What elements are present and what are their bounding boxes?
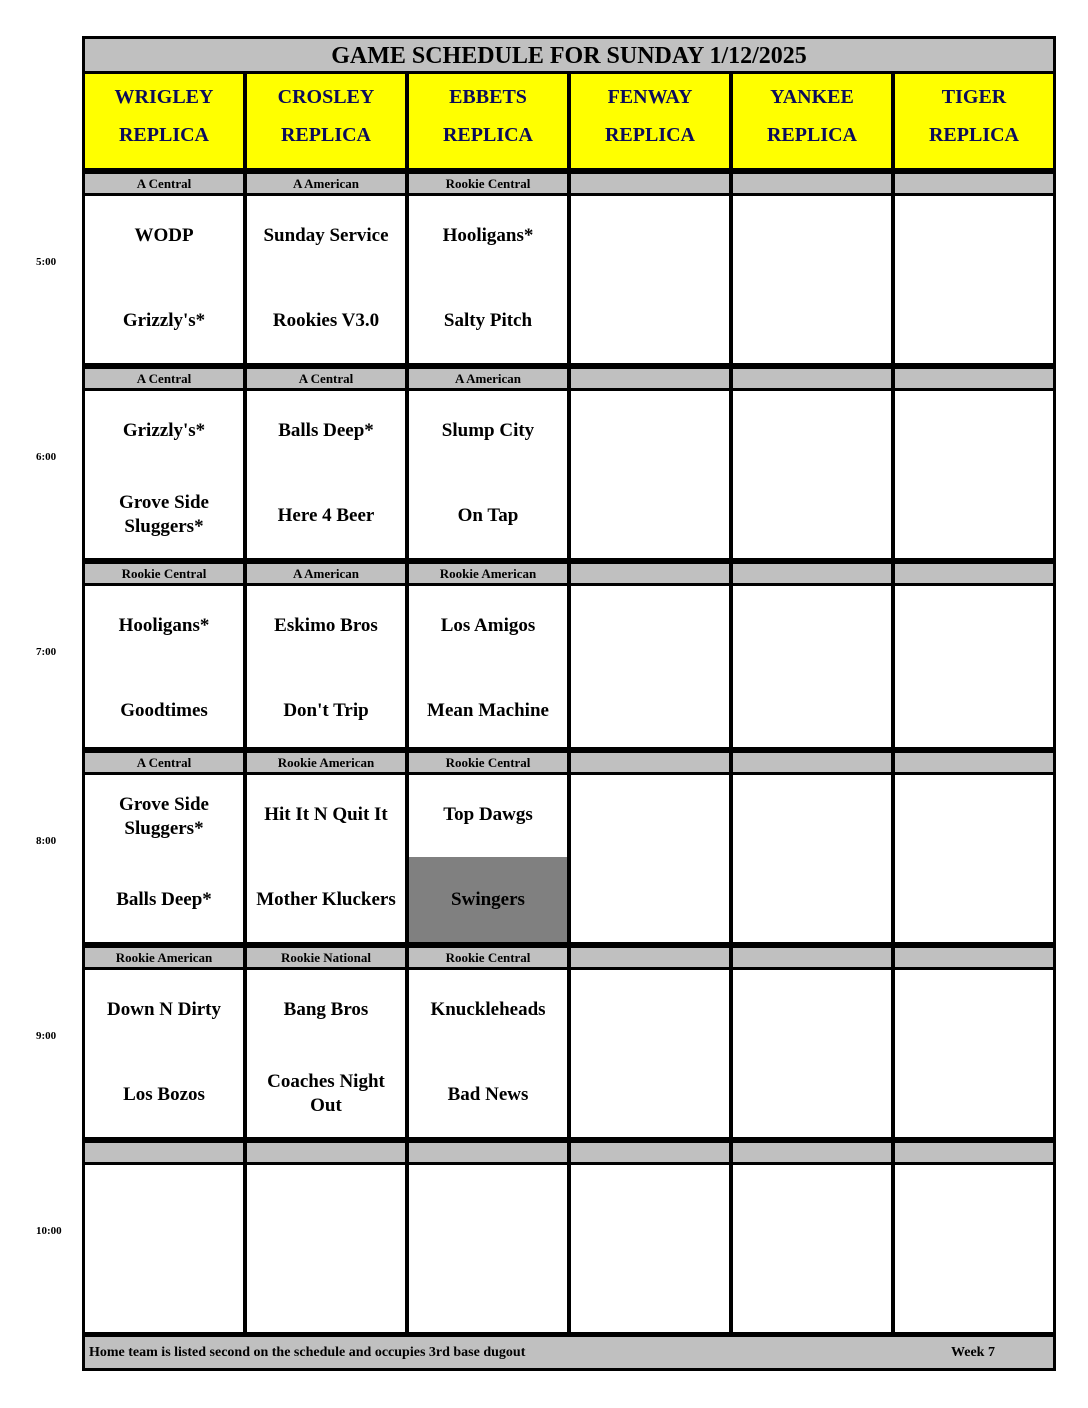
game-cell (892, 772, 1056, 945)
game-cell (892, 1162, 1056, 1335)
game-cell (730, 583, 894, 750)
home-team: Los Bozos (123, 1084, 205, 1105)
division-label: A Central (82, 366, 246, 391)
game-cell (568, 1162, 732, 1335)
field-subname: REPLICA (604, 124, 695, 146)
game-cell (82, 967, 246, 1140)
home-team: Grizzly's* (122, 310, 206, 331)
game-cell (568, 772, 732, 945)
game-cell (244, 1162, 408, 1335)
division-label: A American (406, 366, 570, 391)
game-cell (406, 772, 570, 945)
game-cell (82, 1162, 246, 1335)
home-team: Mother Kluckers (256, 889, 396, 910)
game-cell (568, 388, 732, 561)
field-header-crosley (244, 71, 408, 171)
away-team: Hit It N Quit It (264, 804, 388, 825)
field-name: FENWAY (607, 86, 693, 108)
footer (82, 1334, 1056, 1371)
away-team: Slump City (441, 420, 535, 441)
game-cell (730, 967, 894, 1140)
field-subname: REPLICA (118, 124, 209, 146)
game-cell (244, 583, 408, 750)
game-cell (568, 193, 732, 366)
home-team: Goodtimes (120, 700, 208, 721)
game-cell (406, 193, 570, 366)
game-cell (892, 967, 1056, 1140)
time-label: 7:00 (36, 646, 57, 658)
home-team: Bad News (447, 1084, 529, 1105)
away-team: WODP (134, 225, 194, 246)
field-header-yankee (730, 71, 894, 171)
field-subname: REPLICA (928, 124, 1019, 146)
field-name: WRIGLEY (114, 86, 214, 108)
game-cell (244, 967, 408, 1140)
game-cell (82, 388, 246, 561)
field-subname: REPLICA (280, 124, 371, 146)
game-cell (244, 772, 408, 945)
division-label: A American (244, 171, 408, 196)
division-label: Rookie American (82, 945, 246, 970)
away-team: Hooligans* (118, 615, 210, 636)
away-team: Knuckleheads (430, 999, 546, 1020)
division-label: Rookie Central (406, 750, 570, 775)
game-cell (406, 1162, 570, 1335)
game-cell (730, 388, 894, 561)
home-team: Don't Trip (283, 700, 369, 721)
game-cell (82, 772, 246, 945)
field-header-fenway (568, 71, 732, 171)
game-cell (406, 583, 570, 750)
field-name: CROSLEY (277, 86, 375, 108)
away-team: Hooligans* (442, 225, 534, 246)
home-team: Grove Side Sluggers* (119, 492, 209, 537)
away-team: Los Amigos (440, 615, 536, 636)
game-cell (244, 193, 408, 366)
field-header-ebbets (406, 71, 570, 171)
time-label: 10:00 (36, 1225, 62, 1237)
away-team: Grizzly's* (122, 420, 206, 441)
home-team: Balls Deep* (116, 889, 212, 910)
game-cell (82, 193, 246, 366)
division-label: A American (244, 561, 408, 586)
field-name: YANKEE (770, 86, 854, 108)
away-team: Top Dawgs (443, 804, 533, 825)
home-team: Mean Machine (427, 700, 549, 721)
division-label: A Central (244, 366, 408, 391)
division-label: A Central (82, 171, 246, 196)
away-team: Down N Dirty (107, 999, 221, 1020)
away-team: Eskimo Bros (274, 615, 378, 636)
away-team: Bang Bros (283, 999, 369, 1020)
game-cell (730, 772, 894, 945)
time-label: 8:00 (36, 835, 57, 847)
division-label: Rookie Central (406, 171, 570, 196)
division-label: Rookie Central (82, 561, 246, 586)
away-team: Sunday Service (263, 225, 389, 246)
field-header-wrigley (82, 71, 246, 171)
away-team: Grove Side Sluggers* (119, 794, 209, 839)
game-cell (892, 388, 1056, 561)
field-name: TIGER (941, 86, 1007, 108)
division-label: Rookie American (406, 561, 570, 586)
game-cell (568, 967, 732, 1140)
game-cell (406, 967, 570, 1140)
week-label: Week 7 (951, 1345, 995, 1360)
time-label: 9:00 (36, 1030, 57, 1042)
field-subname: REPLICA (442, 124, 533, 146)
game-cell (730, 193, 894, 366)
game-cell (82, 583, 246, 750)
division-label: Rookie Central (406, 945, 570, 970)
away-team: Balls Deep* (278, 420, 374, 441)
home-team: Rookies V3.0 (272, 310, 380, 331)
division-label: Rookie American (244, 750, 408, 775)
division-label: A Central (82, 750, 246, 775)
game-cell (244, 388, 408, 561)
time-label: 6:00 (36, 451, 57, 463)
home-team: Coaches Night Out (267, 1071, 385, 1116)
page-title: GAME SCHEDULE FOR SUNDAY 1/12/2025 (82, 36, 1056, 71)
home-team: Here 4 Beer (277, 505, 375, 526)
game-cell (406, 388, 570, 561)
game-cell (892, 583, 1056, 750)
time-label: 5:00 (36, 256, 57, 268)
home-team: Salty Pitch (443, 310, 533, 331)
home-team: On Tap (457, 505, 519, 526)
game-cell (892, 193, 1056, 366)
field-header-tiger (892, 71, 1056, 171)
game-cell (568, 583, 732, 750)
home-team: Swingers (451, 889, 525, 910)
field-subname: REPLICA (766, 124, 857, 146)
footer-note: Home team is listed second on the schedule and occupies 3rd base dugout (89, 1345, 526, 1360)
division-label: Rookie National (244, 945, 408, 970)
game-cell (730, 1162, 894, 1335)
field-name: EBBETS (449, 86, 527, 108)
